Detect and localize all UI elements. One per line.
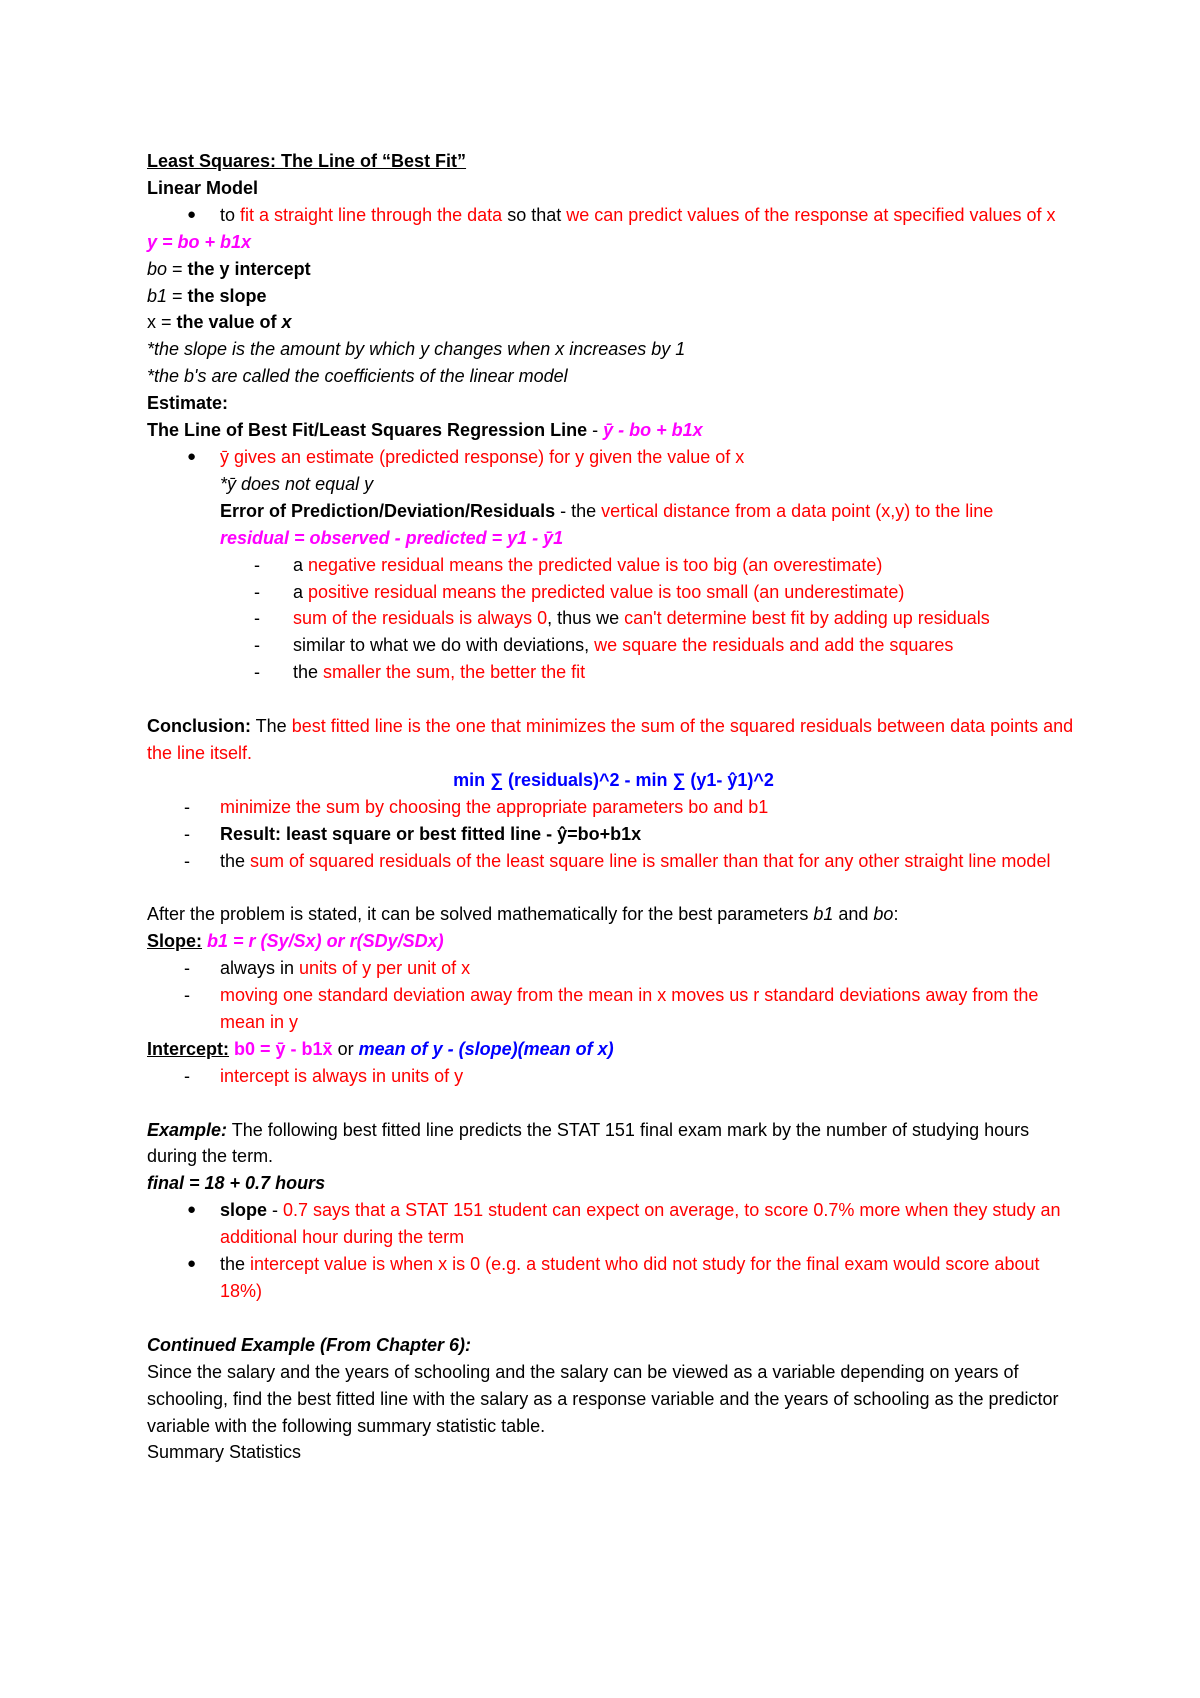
conclusion-paragraph: Conclusion: The best fitted line is the one that minimizes the sum of the squared residuals between data points and the line itself.: [147, 716, 1079, 763]
dash-marker: -: [184, 958, 190, 979]
slope-point-sd: - moving one standard deviation away from the mean in x moves us r standard deviations away from the mean in y: [147, 982, 1080, 1036]
dash-marker: -: [184, 823, 190, 844]
slope-point-units: - always in units of y per unit of x: [147, 955, 1080, 982]
slope-note: *the slope is the amount by which y changes when x increases by 1: [147, 339, 686, 360]
bullet-marker: ●: [187, 1255, 197, 1273]
bullet-marker: ●: [187, 1201, 197, 1219]
dash-marker: -: [254, 554, 260, 575]
dash-marker: -: [254, 608, 260, 629]
residual-point-sum: - sum of the residuals is always 0, thus we can't determine best fit by adding up residuals: [147, 605, 1080, 632]
continued-example-text: Since the salary and the years of schooling and the salary can be viewed as a variable depending on years of schooling, find the best fitted line with the salary as a response variable and the years of schooling as the predictor variable with the following summary statistic table.: [147, 1361, 1064, 1436]
example-bullet-intercept: ● the intercept value is when x is 0 (e.g. a student who did not study for the final exam would score about 18%): [147, 1251, 1080, 1305]
dash-marker: -: [184, 850, 190, 871]
residual-point-negative: - a negative residual means the predicted value is too big (an overestimate): [147, 552, 1080, 579]
linear-model-heading: Linear Model: [147, 177, 259, 198]
document-title: Least Squares: The Line of “Best Fit”: [147, 151, 467, 171]
minimize-formula: min ∑ (residuals)^2 - min ∑ (y1- ŷ1)^2: [453, 769, 774, 790]
bullet-marker: ●: [187, 205, 197, 223]
conclusion-point-minimize: - minimize the sum by choosing the appropriate parameters bo and b1: [147, 794, 1080, 821]
dash-marker: -: [184, 985, 190, 1006]
spacer: [147, 1305, 1080, 1332]
coefficients-note: *the b's are called the coefficients of the linear model: [147, 366, 568, 387]
intercept-point-units: - intercept is always in units of y: [147, 1063, 1080, 1090]
def-slope: b1 = the slope: [147, 285, 267, 306]
example-paragraph: Example: The following best fitted line predicts the STAT 151 final exam mark by the number of studying hours during the term.: [147, 1119, 1035, 1167]
example-equation: final = 18 + 0.7 hours: [147, 1173, 326, 1194]
residual-point-smaller: - the smaller the sum, the better the fit: [147, 659, 1080, 686]
spacer: [147, 874, 1080, 901]
example-bullet-slope: ● slope - 0.7 says that a STAT 151 student can expect on average, to score 0.7% more when they study an additional hour during the term: [147, 1197, 1080, 1251]
def-intercept: bo = the y intercept: [147, 258, 311, 279]
estimate-note: *ȳ does not equal y: [220, 473, 374, 494]
residual-formula: residual = observed - predicted = y1 - ȳ1: [220, 527, 564, 548]
slope-formula: Slope: b1 = r (Sy/Sx) or r(SDy/SDx): [147, 931, 444, 952]
dash-marker: -: [184, 796, 190, 817]
estimate-heading: Estimate:: [147, 393, 229, 414]
bullet-marker: ●: [187, 447, 197, 465]
error-of-prediction: Error of Prediction/Deviation/Residuals - the vertical distance from a data point (x,y) to the line: [220, 500, 994, 521]
linear-model-bullet: ● to fit a straight line through the data so that we can predict values of the response at specified values of x: [147, 202, 1080, 229]
spacer: [147, 1090, 1080, 1117]
dash-marker: -: [184, 1065, 190, 1086]
conclusion-point-result: - Result: least square or best fitted line - ŷ=bo+b1x: [147, 821, 1080, 848]
summary-statistics-label: Summary Statistics: [147, 1442, 302, 1463]
conclusion-point-sum: - the sum of squared residuals of the least square line is smaller than that for any other straight line model: [147, 848, 1080, 875]
parameters-intro: After the problem is stated, it can be solved mathematically for the best parameters b1 and bo:: [147, 904, 899, 925]
linear-model-equation: y = bo + b1x: [147, 231, 252, 252]
continued-example-heading: Continued Example (From Chapter 6):: [147, 1334, 472, 1355]
dash-marker: -: [254, 581, 260, 602]
intercept-formula: Intercept: b0 = ȳ - b1x̄ or mean of y - (slope)(mean of x): [147, 1038, 614, 1059]
dash-marker: -: [254, 635, 260, 656]
estimate-bullet: ● ȳ gives an estimate (predicted response) for y given the value of x: [147, 444, 1080, 471]
residual-point-positive: - a positive residual means the predicted value is too small (an underestimate): [147, 579, 1080, 606]
spacer: [147, 686, 1080, 713]
regression-line-heading: The Line of Best Fit/Least Squares Regression Line - ȳ - bo + b1x: [147, 420, 703, 441]
residual-point-square: - similar to what we do with deviations, we square the residuals and add the squares: [147, 632, 1080, 659]
dash-marker: -: [254, 662, 260, 683]
def-x: x = the value of x: [147, 312, 292, 333]
